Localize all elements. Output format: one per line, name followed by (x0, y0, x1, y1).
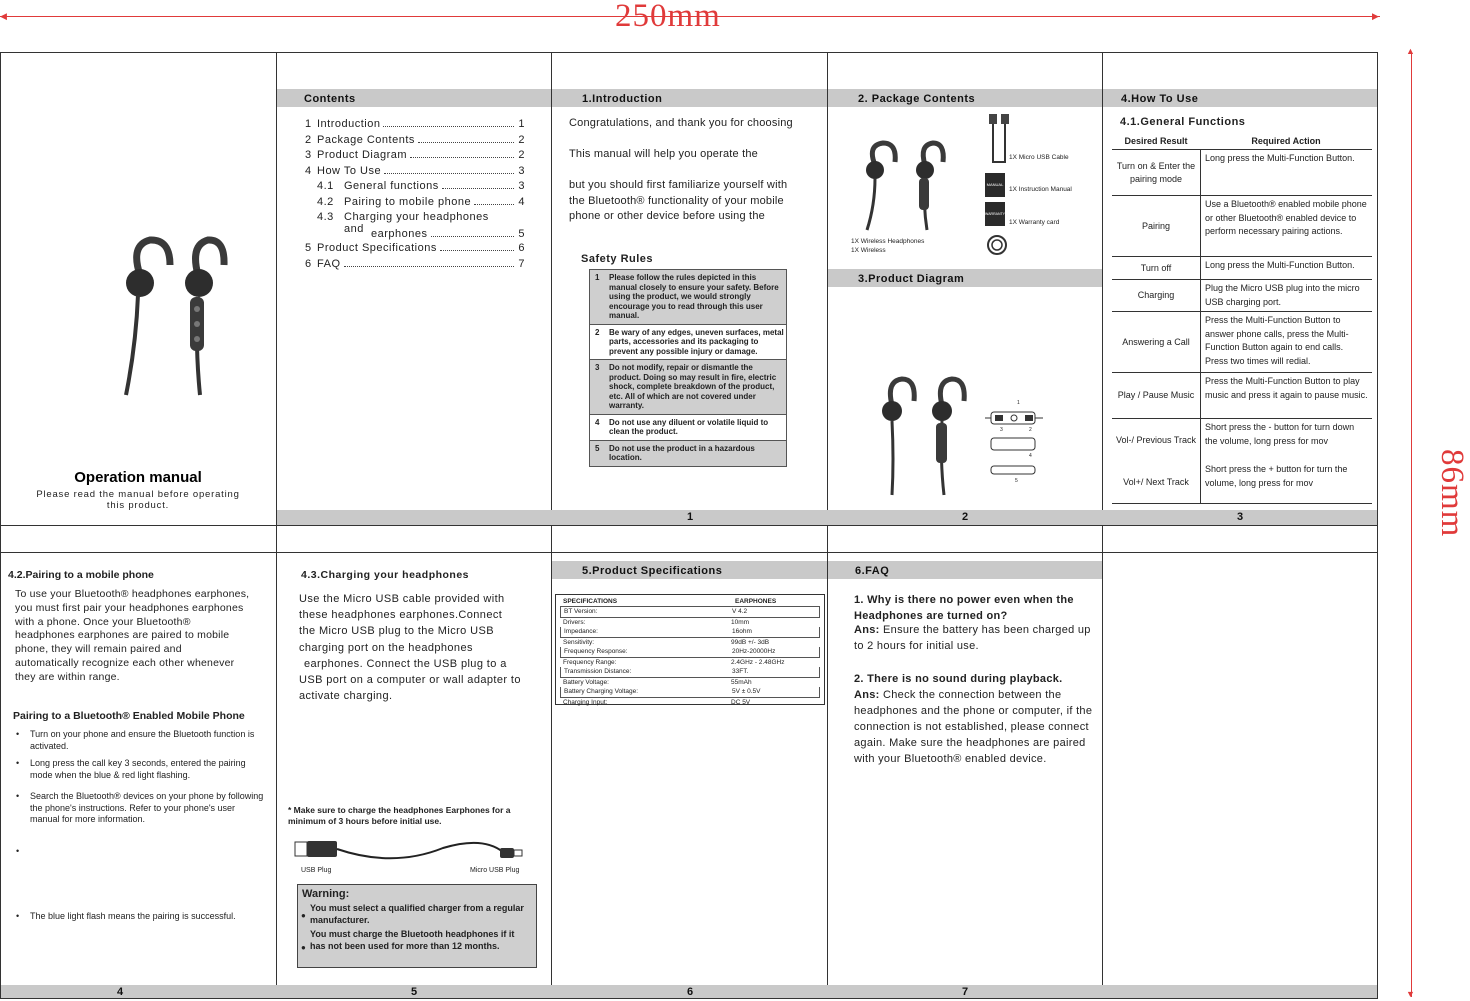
bullet-icon: • (16, 791, 20, 801)
spec-value: 16ohm (732, 628, 752, 635)
toc-label: Introduction (317, 118, 381, 130)
bullet-icon: ● (301, 911, 306, 920)
function-result: Pairing (1112, 196, 1201, 256)
spec-key: Battery Charging Voltage: (564, 688, 639, 695)
toc-label: Product Diagram (317, 149, 408, 161)
function-row (1112, 461, 1372, 504)
fold-1 (276, 52, 277, 999)
warning-1: You must select a qualified charger from a regular manufacturer. (310, 903, 524, 925)
specs-heading: 5.Product Specifications (582, 565, 723, 577)
charging-note: * Make sure to charge the headphones Earphones for a minimum of 3 hours before initial use. (288, 805, 511, 826)
col-desired-result: Desired Result (1124, 136, 1188, 146)
pairing-step-text: Search the Bluetooth® devices on your phone by following the phone's instructions. Refer to your phone's user manual for more information. (30, 791, 264, 824)
frame-bottom (0, 998, 1378, 999)
toc-label: Product Specifications (317, 242, 437, 254)
function-result: Vol+/ Next Track (1112, 461, 1201, 503)
spec-value: V 4.2 (732, 608, 748, 615)
spec-value: 2.4GHz - 2.48GHz (731, 658, 785, 666)
safety-rules-table (589, 269, 787, 467)
spec-row (560, 618, 820, 628)
spec-key: Drivers: (563, 618, 586, 626)
width-dimension-label: 250mm (615, 0, 721, 34)
page-number-6: 6 (686, 986, 694, 998)
toc-number (317, 228, 344, 240)
faq-question-2: 2. There is no sound during playback. (854, 673, 1063, 685)
function-action: Press the Multi-Function Button to answer phone calls, press the Multi-Function Button again to end calls. Press two times will redial. (1205, 315, 1349, 366)
spec-row (560, 667, 820, 678)
pairing-step-text: Long press the call key 3 seconds, entered the pairing mode when the blue & red light flashing. (30, 758, 246, 780)
toc-number: 4.1 (317, 180, 334, 192)
pairing-line: they are within range. (15, 670, 120, 683)
intro-line-5: phone or other device before using the (569, 210, 765, 222)
package-item-5: 1X Wireless (851, 247, 886, 254)
toc-page: 5 (518, 228, 525, 240)
functions-header (1112, 133, 1372, 150)
diagram-label-2: 2 (1029, 427, 1032, 433)
toc-page: 2 (518, 149, 525, 161)
cover-subtitle: Please read the manual before operating this product. (36, 489, 240, 511)
charging-line: these headphones earphones.Connect (299, 609, 503, 622)
spec-value: 5V ± 0.5V (732, 688, 761, 695)
spec-row (560, 627, 820, 638)
spec-key: Frequency Range: (563, 658, 617, 666)
frame-mid2 (0, 552, 1378, 553)
pairing-line: with a phone. Once your Bluetooth® (15, 615, 191, 628)
function-row (1112, 257, 1372, 280)
spec-key: Transmission Distance: (564, 668, 632, 675)
toc-leader (410, 149, 514, 158)
safety-rule-text: Please follow the rules depicted in this manual closely to ensure your safety. Before using the product, we would strongly encourage you to read through this user manual. (609, 273, 779, 320)
coiled-cable-icon (985, 232, 1009, 258)
usb-plug-label: USB Plug (301, 867, 332, 874)
toc-page: 3 (518, 165, 525, 177)
toc-leader (431, 228, 515, 237)
safety-rule (590, 360, 786, 415)
function-result: Turn on & Enter the pairing mode (1112, 150, 1201, 195)
function-action: Short press the - button for turn down the volume, long press for mov (1205, 422, 1355, 446)
function-row (1112, 150, 1372, 196)
spec-value: 55mAh (731, 678, 752, 686)
manual-booklet-icon: MANUAL (985, 173, 1005, 197)
bullet-icon: ● (301, 943, 306, 952)
faq-answer-1 (854, 622, 1094, 654)
pairing-line: phone, they will remain paired and (15, 643, 182, 656)
warning-2: You must charge the Bluetooth headphones if it has not been used for more than 12 months. (310, 929, 515, 951)
diagram-label-1: 1 (1017, 400, 1020, 406)
package-heading: 2. Package Contents (858, 93, 976, 105)
safety-rule-text: Do not modify, repair or dismantle the product. Doing so may result in fire, electric shock, complete breakdown of the product, etc. All of which are not covered under warranty. (609, 363, 777, 410)
toc-number: 4.3 (317, 211, 334, 223)
frame-mid (0, 525, 1378, 526)
safety-rule-number: 4 (595, 417, 600, 427)
bullet-icon: • (16, 729, 20, 739)
toc-leader (474, 196, 514, 205)
toc-page: 4 (518, 196, 525, 208)
toc-row (305, 258, 525, 270)
spec-row (560, 638, 820, 648)
remote-diagram (985, 398, 1045, 483)
spec-key: Sensitivity: (563, 638, 595, 646)
safety-rule (590, 441, 786, 466)
function-action: Long press the Multi-Function Button. (1205, 153, 1355, 163)
pairing-subheading: Pairing to a Bluetooth® Enabled Mobile Phone (13, 710, 245, 722)
diagram-earphones-image (870, 375, 970, 500)
micro-usb-plug-label: Micro USB Plug (470, 867, 520, 874)
charging-line: charging port on the headphones (299, 641, 473, 654)
package-item-4: 1X Wireless Headphones (851, 238, 925, 245)
frame-left (0, 52, 1, 999)
toc-number: 1 (305, 118, 312, 130)
toc-row (305, 149, 525, 161)
earphones-image (100, 225, 240, 400)
toc-row (317, 228, 525, 240)
contents-heading: Contents (304, 93, 356, 105)
spec-row (560, 607, 820, 618)
pairing-step-text: Turn on your phone and ensure the Bluetooth function is activated. (30, 729, 255, 751)
cover-title: Operation manual (74, 469, 202, 486)
footer-bar-top (277, 510, 1377, 525)
usb-cable-diagram (293, 838, 525, 868)
toc-page: 7 (518, 258, 525, 270)
toc-number: 5 (305, 242, 312, 254)
intro-line-3: but you should first familiarize yourself with (569, 179, 788, 191)
charging-line: earphones. Connect the USB plug to a (304, 657, 507, 670)
faq-ans-label-1: Ans: (854, 624, 880, 636)
pairing-step (16, 758, 266, 781)
specs-col-specifications: SPECIFICATIONS (563, 598, 618, 605)
toc-page: 3 (518, 180, 525, 192)
spec-value: 33FT. (732, 668, 749, 675)
bullet-icon: • (16, 911, 20, 921)
toc-label: Charging your headphones and (344, 211, 489, 235)
arrow-right-icon: ▶ (1372, 11, 1379, 21)
general-functions-table (1112, 133, 1372, 504)
toc-leader (383, 118, 514, 127)
specs-header (560, 597, 820, 607)
toc-leader (442, 180, 514, 189)
diagram-label-3: 3 (1000, 427, 1003, 433)
faq-answer-2 (854, 687, 1094, 767)
bullet-icon: • (16, 846, 20, 856)
fold-4 (1102, 52, 1103, 999)
toc-label: Package Contents (317, 134, 415, 146)
bullet-icon: • (16, 758, 20, 768)
fold-2 (551, 52, 552, 999)
faq-question-1: 1. Why is there no power even when the Headphones are turned on? (854, 594, 1074, 622)
charging-line: activate charging. (299, 690, 393, 703)
function-result: Answering a Call (1112, 312, 1201, 372)
toc-page: 6 (518, 242, 525, 254)
height-dimension-line (1411, 52, 1412, 997)
spec-value: 20Hz-20000Hz (732, 648, 776, 655)
page-number-4: 4 (116, 986, 124, 998)
function-action: Use a Bluetooth® enabled mobile phone or other Bluetooth® enabled device to perform necessary pairing actions. (1205, 199, 1367, 236)
pairing-step (16, 729, 266, 752)
page-number-3: 3 (1236, 511, 1244, 523)
function-result: Turn off (1112, 257, 1201, 279)
page-number-2: 2 (961, 511, 969, 523)
toc-label: FAQ (317, 258, 341, 270)
fold-3 (827, 52, 828, 999)
toc-leader (418, 134, 514, 143)
charging-line: the Micro USB plug to the Micro USB (299, 625, 494, 638)
toc-label: How To Use (317, 165, 382, 177)
safety-rule (590, 325, 786, 361)
function-result: Vol-/ Previous Track (1112, 419, 1201, 461)
toc-leader (440, 242, 514, 251)
function-row (1112, 280, 1372, 312)
col-required-action: Required Action (1251, 136, 1321, 146)
function-row (1112, 312, 1372, 373)
toc-page: 1 (518, 118, 525, 130)
pairing-step-text: The blue light flash means the pairing is successful. (30, 911, 236, 921)
toc-row (305, 242, 525, 254)
intro-line-4: the Bluetooth® functionality of your mobile (569, 195, 784, 207)
toc-number: 3 (305, 149, 312, 161)
toc-label: earphones (371, 228, 428, 240)
intro-line-2: This manual will help you operate the (569, 148, 759, 160)
page-number-7: 7 (961, 986, 969, 998)
function-row (1112, 419, 1372, 461)
charging-heading: 4.3.Charging your headphones (301, 569, 470, 581)
intro-heading: 1.Introduction (582, 93, 663, 105)
function-action: Plug the Micro USB plug into the micro USB charging port. (1205, 283, 1360, 307)
function-action: Long press the Multi-Function Button. (1205, 260, 1355, 270)
spec-key: Charging Input: (563, 698, 608, 706)
spec-value: DC 5V (731, 698, 751, 706)
spec-value: 10mm (731, 618, 750, 626)
spec-key: Battery Voltage: (563, 678, 609, 686)
charging-line: USB port on a computer or wall adapter to (299, 674, 521, 686)
safety-rule-number: 5 (595, 443, 600, 453)
function-row (1112, 196, 1372, 257)
specs-col-earphones: EARPHONES (735, 598, 777, 605)
function-result: Play / Pause Music (1112, 373, 1201, 418)
spec-row (560, 658, 820, 668)
safety-rule-text: Do not use any diluent or volatile liquid to clean the product. (609, 417, 769, 436)
toc-leader (344, 258, 514, 267)
arrow-up-icon: ▲ (1406, 46, 1415, 56)
toc-number: 2 (305, 134, 312, 146)
diagram-label-5: 5 (1015, 478, 1018, 484)
function-row (1112, 373, 1372, 419)
general-functions-heading: 4.1.General Functions (1120, 116, 1246, 128)
toc-row (305, 165, 525, 177)
safety-rule-number: 3 (595, 363, 600, 372)
safety-rule-text: Do not use the product in a hazardous location. (609, 443, 755, 462)
height-dimension-label: 86mm (1434, 449, 1470, 538)
safety-rule-number: 1 (595, 273, 600, 282)
toc-number: 4.2 (317, 196, 334, 208)
function-result: Charging (1112, 280, 1201, 311)
warranty-card-icon: WARRANTY (985, 202, 1005, 226)
intro-line-1: Congratulations, and thank you for choosing (569, 117, 793, 129)
faq-answer-1-text: Ensure the battery has been charged up to 2 hours for initial use. (854, 624, 1091, 652)
toc-row (305, 118, 525, 130)
arrow-down-icon: ▼ (1406, 989, 1415, 999)
faq-ans-label-2: Ans: (854, 689, 880, 701)
spec-row (560, 698, 820, 708)
pairing-heading: 4.2.Pairing to a mobile phone (8, 569, 154, 581)
frame-top (0, 52, 1378, 53)
spec-value: 99dB +/- 3dB (731, 638, 770, 646)
function-action: Short press the + button for turn the volume, long press for mov (1205, 464, 1348, 488)
spec-row (560, 678, 820, 688)
diagram-label-4: 4 (1029, 453, 1032, 459)
toc-leader (384, 165, 514, 174)
safety-rule-text: Be wary of any edges, uneven surfaces, metal parts, accessories and its packaging to prevent any possible injury or damage. (609, 327, 784, 356)
pairing-step (16, 911, 266, 923)
pairing-step (16, 791, 266, 826)
pairing-line: automatically recognize each other whenever (15, 657, 235, 669)
faq-answer-2-text: Check the connection between the headphones and the phone or computer, if the connection is not established, please connect again. Make sure the headphones are paired with your Bluetooth® enabled device. (854, 689, 1093, 765)
pairing-line: you must first pair your headphones earphones (15, 601, 244, 614)
arrow-left-icon: ◀ (0, 11, 7, 21)
spec-key: BT Version: (564, 608, 598, 615)
safety-rule (590, 415, 786, 441)
safety-rule-number: 2 (595, 327, 600, 337)
faq-heading: 6.FAQ (855, 565, 890, 577)
toc-row (317, 180, 525, 192)
safety-heading: Safety Rules (581, 253, 654, 265)
toc-row (317, 196, 525, 208)
toc-page: 2 (518, 134, 525, 146)
package-item-2: 1X Instruction Manual (1009, 186, 1072, 193)
toc-number: 6 (305, 258, 312, 270)
spec-row (560, 687, 820, 698)
specs-table (555, 594, 825, 705)
diagram-heading: 3.Product Diagram (858, 273, 965, 285)
toc-row (305, 134, 525, 146)
package-item-3: 1X Warranty card (1009, 219, 1060, 226)
toc-label: Pairing to mobile phone (344, 196, 472, 208)
function-action: Press the Multi-Function Button to play music and press it again to pause music. (1205, 376, 1368, 400)
page-number-1: 1 (686, 511, 694, 523)
spec-row (560, 647, 820, 658)
pairing-line: headphones earphones are paired to mobile (15, 629, 230, 642)
spec-key: Frequency Response: (564, 648, 628, 655)
safety-rule (590, 270, 786, 325)
page-number-5: 5 (410, 986, 418, 998)
warning-box (297, 884, 537, 968)
toc-number: 4 (305, 165, 312, 177)
spec-key: Impedance: (564, 628, 598, 635)
charging-line: Use the Micro USB cable provided with (299, 593, 505, 605)
toc-label: General functions (344, 180, 439, 192)
package-earphones-image (845, 140, 945, 235)
pairing-line: To use your Bluetooth® headphones earphones, (15, 588, 250, 600)
warning-title: Warning: (302, 888, 350, 900)
howto-heading: 4.How To Use (1121, 93, 1199, 105)
package-item-1: 1X Micro USB Cable (1009, 154, 1069, 161)
frame-right (1377, 52, 1378, 999)
